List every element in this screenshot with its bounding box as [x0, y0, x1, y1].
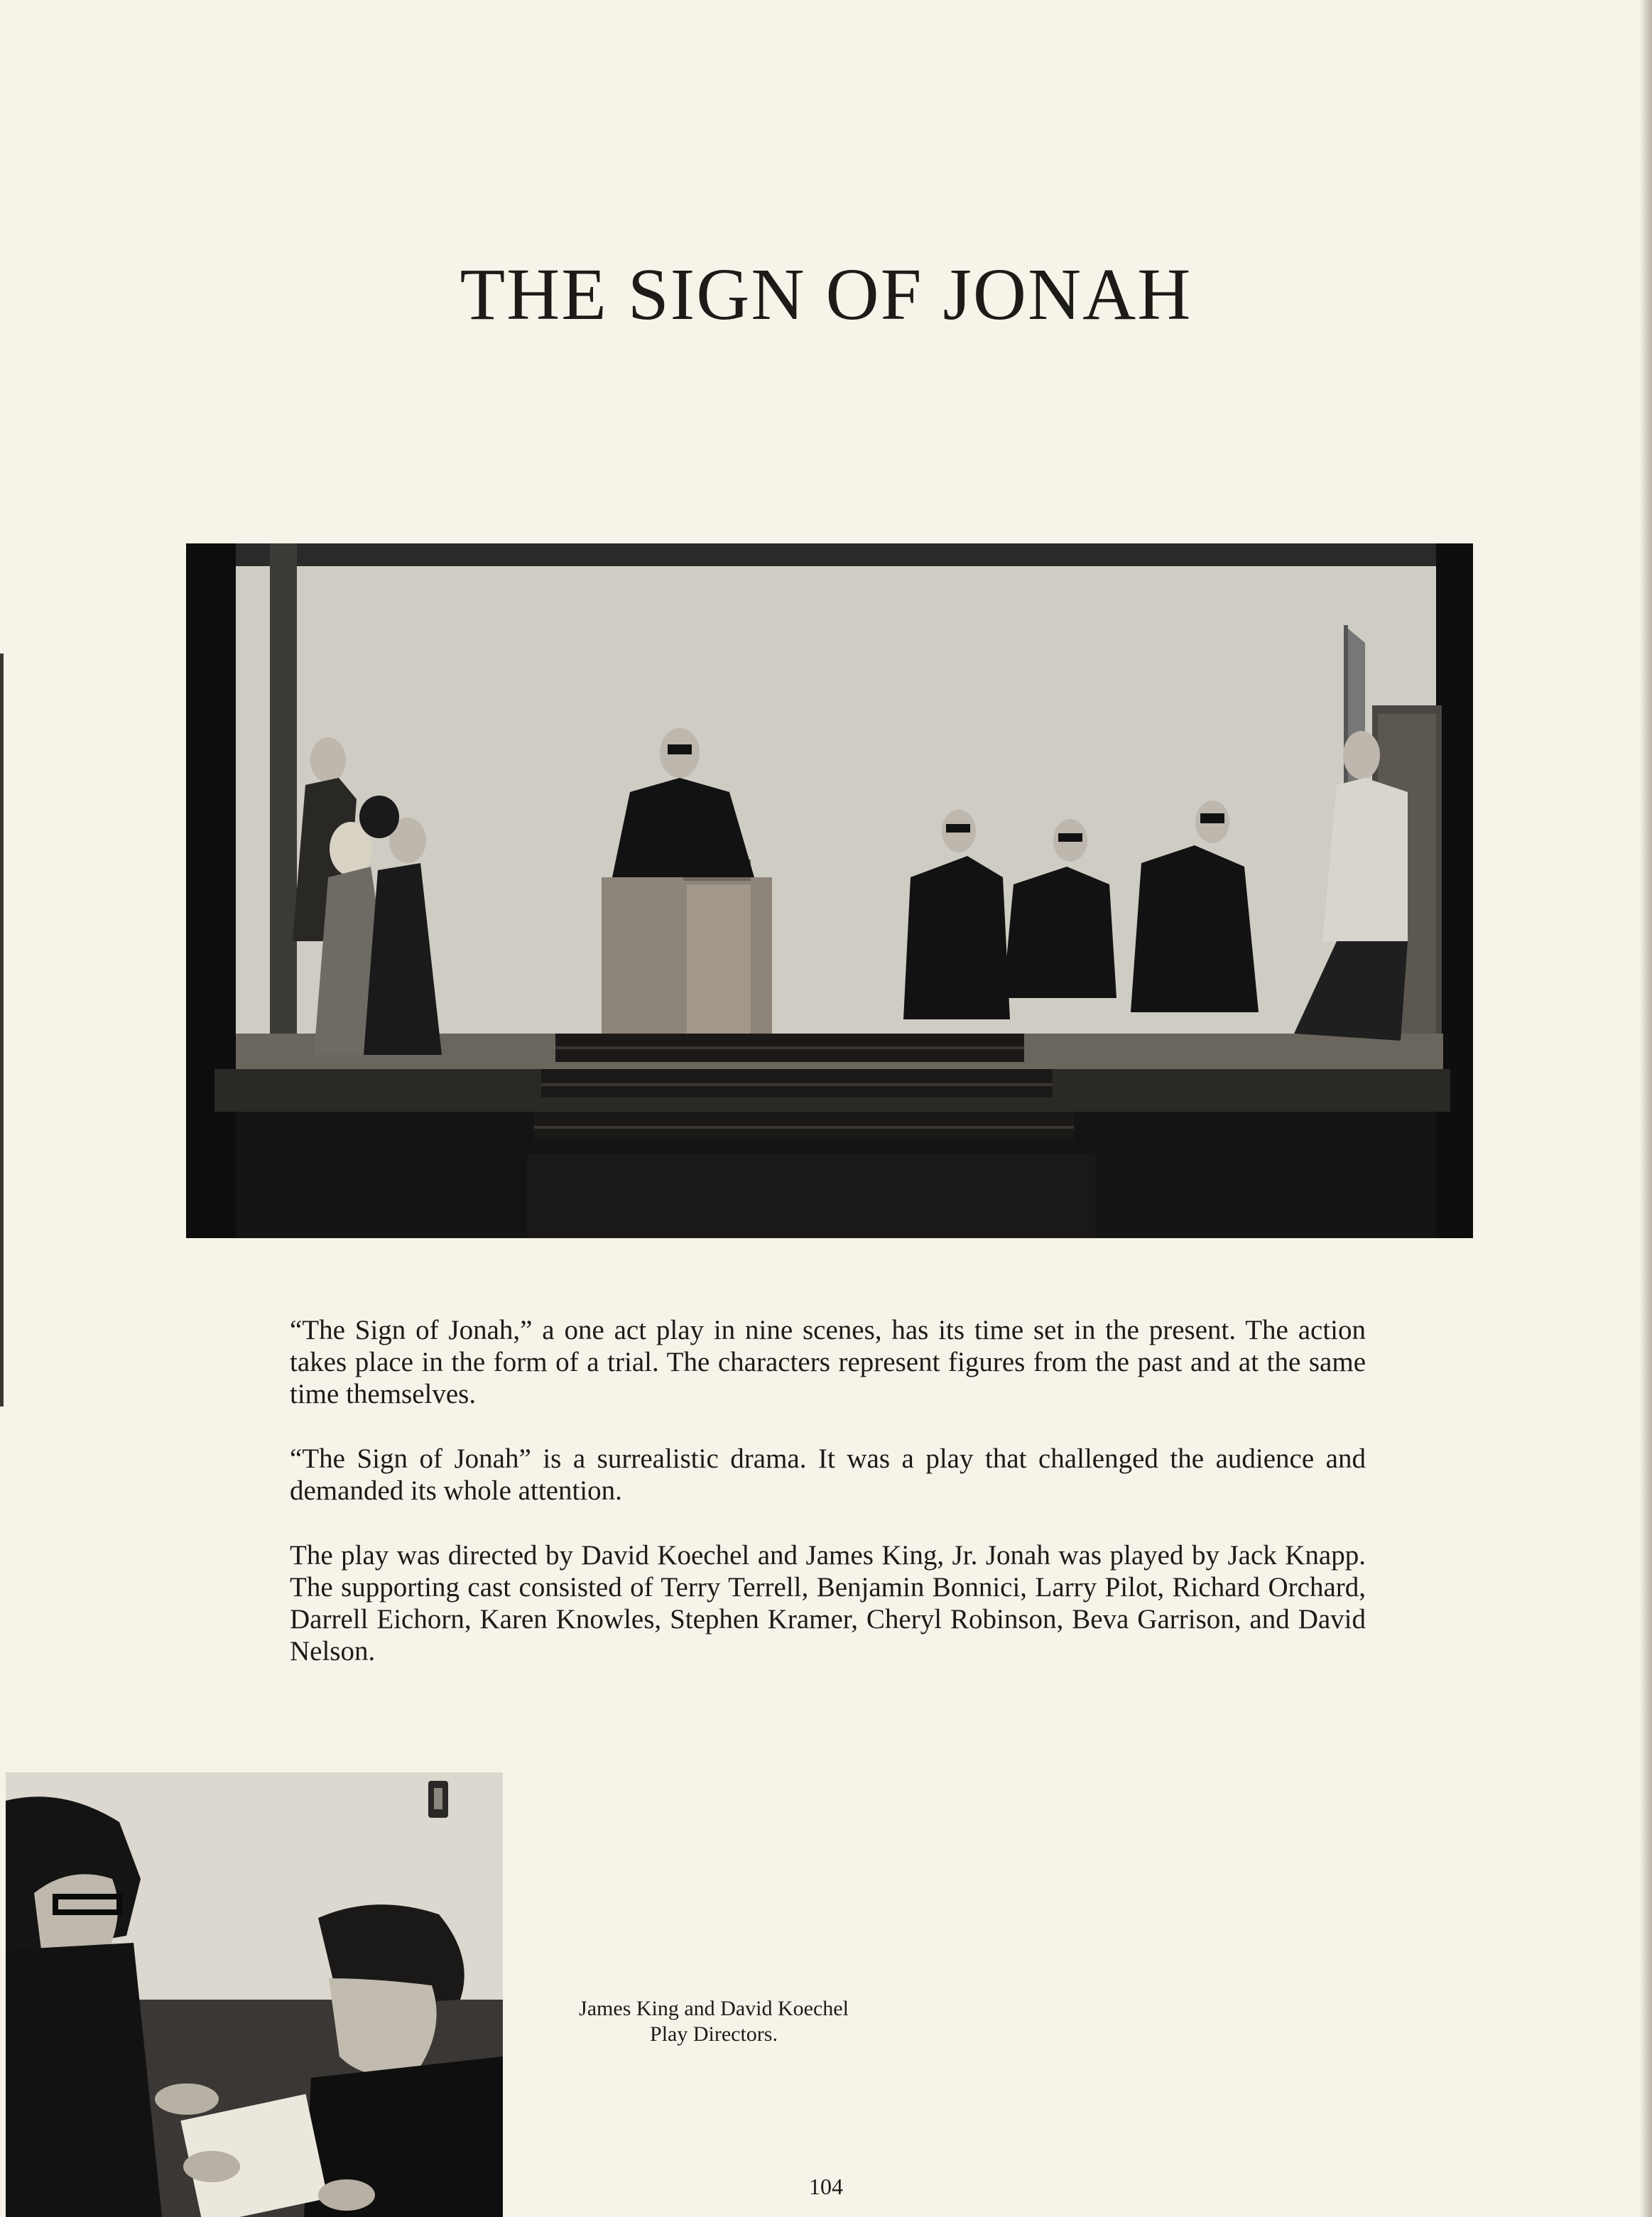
paragraph-2: “The Sign of Jonah” is a surrealistic drama. It was a play that challenged the audience and demanded its whole attention.	[290, 1443, 1366, 1506]
paragraph-1: “The Sign of Jonah,” a one act play in nine scenes, has its time set in the present. The action takes place in the form of a trial. The characters represent figures from the past and at the same time themselves.	[290, 1315, 1366, 1409]
page-edge-mark	[0, 654, 4, 1406]
caption-line-2: Play Directors.	[650, 2022, 778, 2046]
page-title: THE SIGN OF JONAH	[460, 254, 1192, 335]
article-body	[290, 1314, 1366, 1700]
stage-play-photo-icon	[186, 543, 1473, 1238]
directors-photo	[6, 1772, 503, 2217]
page-number: 104	[809, 2174, 843, 2199]
caption-line-1: James King and David Koechel	[579, 1997, 849, 2020]
photo-caption	[526, 1996, 902, 2047]
directors-photo-icon	[6, 1772, 503, 2217]
stage-photo	[186, 543, 1473, 1238]
paragraph-3: The play was directed by David Koechel and James King, Jr. Jonah was played by Jack Knapp. The supporting cast consisted of Terry Terrell, Benjamin Bonnici, Larry Pilot, Richard Orchard, Darrell Eichorn, Karen Knowles, Stephen Kramer, Cheryl Robinson, Beva Garrison, and David Nelson.	[290, 1540, 1366, 1666]
